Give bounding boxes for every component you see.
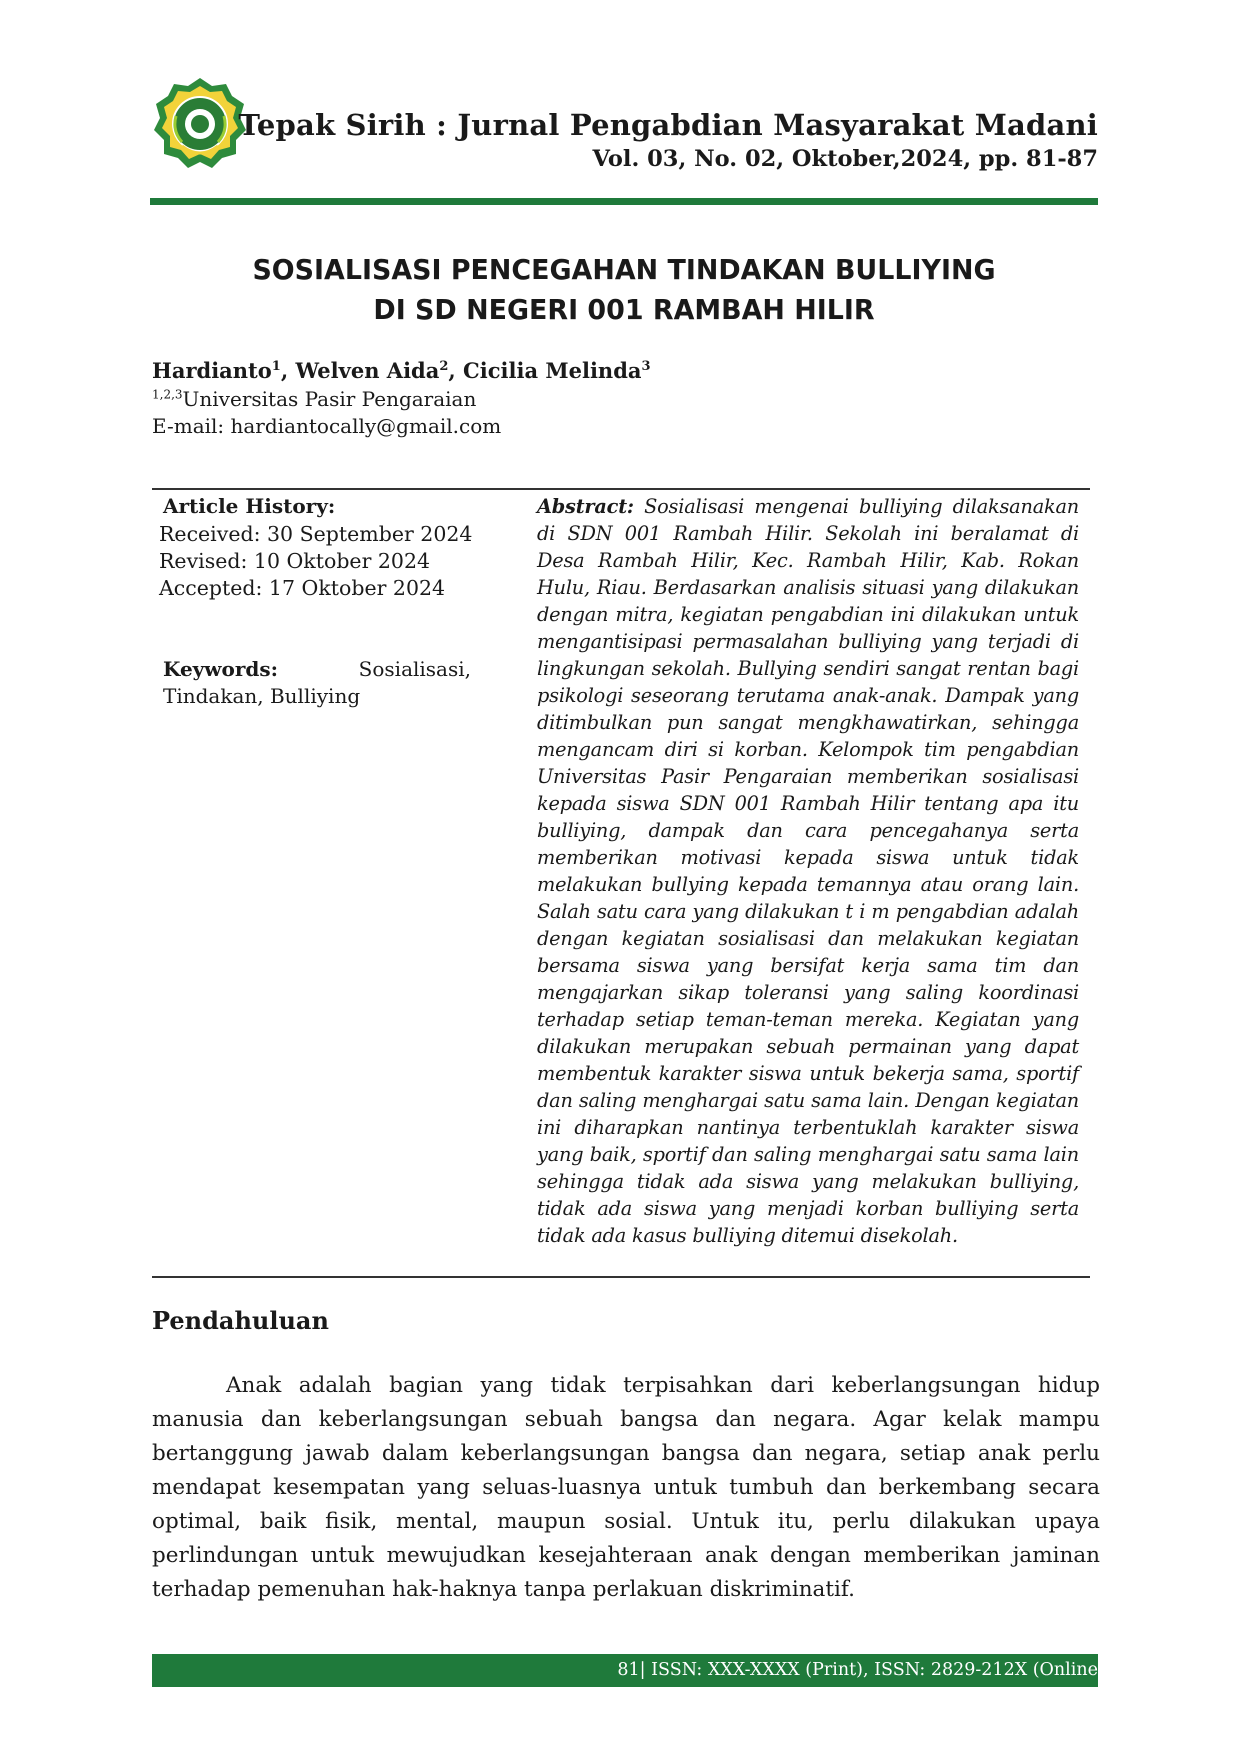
affiliation-name: Universitas Pasir Pengaraian — [182, 387, 477, 411]
keywords-rest: Tindakan, Bulliying — [163, 684, 361, 708]
author-2-sup: 2 — [439, 359, 449, 374]
article-history-label: Article History: — [163, 494, 336, 518]
affiliation-sup: 1,2,3 — [152, 387, 183, 402]
info-top-rule — [152, 488, 1090, 490]
article-title — [169, 250, 1079, 330]
affiliation — [152, 387, 476, 411]
author-3-sup: 3 — [641, 359, 651, 374]
author-email: E-mail: hardiantocally@gmail.com — [152, 414, 502, 438]
abstract — [537, 493, 1079, 1249]
keywords-block — [163, 656, 471, 710]
section-heading: Pendahuluan — [152, 1306, 329, 1335]
author-separator: , — [280, 358, 296, 383]
info-bottom-rule — [152, 1276, 1090, 1278]
page-footer: 81| ISSN: XXX-XXXX (Print), ISSN: 2829-212X (Online — [152, 1654, 1098, 1687]
journal-volume-info: Vol. 03, No. 02, Oktober,2024, pp. 81-87 — [592, 146, 1098, 172]
author-1: Hardianto — [152, 358, 272, 383]
keywords-label: Keywords: — [163, 657, 279, 681]
author-list — [152, 358, 651, 383]
abstract-text: Sosialisasi mengenai bulliying dilaksanakan di SDN 001 Rambah Hilir. Sekolah ini beralamat di Desa Rambah Hilir, Kec. Rambah Hilir, Kab. Rokan Hulu, Riau. Berdasarkan analisis situasi yang dilakukan dengan mitra, kegiatan pengabdian ini dilakukan untuk mengantisipasi permasalahan bulliying yang terjadi di lingkungan sekolah. Bullying sendiri sangat rentan bagi psikologi seseorang terutama anak-anak. Dampak yang ditimbulkan pun sangat mengkhawatirkan, sehingga mengancam diri si korban. Kelompok tim pengabdian Universitas Pasir Pengaraian memberikan sosialisasi kepada siswa SDN 001 Rambah Hilir tentang apa itu bulliying, dampak dan cara pencegahanya serta memberikan motivasi kepada siswa untuk tidak melakukan bullying kepada temannya atau orang lain. Salah satu cara yang dilakukan t i m pengabdian adalah dengan kegiatan sosialisasi dan melakukan kegiatan bersama siswa yang bersifat kerja sama tim dan mengajarkan sikap toleransi yang saling koordinasi terhadap setiap teman-teman mereka. Kegiatan yang dilakukan merupakan sebuah permainan yang dapat membentuk karakter siswa untuk bekerja sama, sportif dan saling menghargai satu sama lain. Dengan kegiatan ini diharapkan nantinya terbentuklah karakter siswa yang baik, sportif dan saling menghargai satu sama lain sehingga tidak ada siswa yang melakukan bulliying, tidak ada siswa yang menjadi korban bulliying serta tidak ada kasus bulliying ditemui disekolah. — [537, 495, 1079, 1247]
university-emblem-icon — [152, 76, 248, 172]
journal-title: Tepak Sirih : Jurnal Pengabdian Masyarakat Madani — [238, 108, 1098, 142]
accepted-date: Accepted: 17 Oktober 2024 — [159, 576, 446, 600]
intro-paragraph: Anak adalah bagian yang tidak terpisahkan dari keberlangsungan hidup manusia dan keberlangsungan sebuah bangsa dan negara. Agar kelak mampu bertanggung jawab dalam keberlangsungan bangsa dan negara, setiap anak perlu mendapat kesempatan yang seluas-luasnya untuk tumbuh dan berkembang secara optimal, baik fisik, mental, maupun sosial. Untuk itu, perlu dilakukan upaya perlindungan untuk mewujudkan kesejahteraan anak dengan memberikan jaminan terhadap pemenuhan hak-haknya tanpa perlakuan diskriminatif. — [152, 1373, 1100, 1602]
author-3: Cicilia Melinda — [463, 358, 642, 383]
author-1-sup: 1 — [271, 359, 281, 374]
header-divider — [150, 198, 1098, 205]
article-title-line-1: SOSIALISASI PENCEGAHAN TINDAKAN BULLIYING — [252, 253, 996, 286]
revised-date: Revised: 10 Oktober 2024 — [159, 549, 431, 573]
received-date: Received: 30 September 2024 — [159, 522, 473, 546]
author-separator: , — [448, 358, 464, 383]
keyword-first: Sosialisasi, — [358, 657, 471, 681]
author-2: Welven Aida — [295, 358, 440, 383]
article-title-line-2: DI SD NEGERI 001 RAMBAH HILIR — [373, 293, 875, 326]
abstract-label: Abstract: — [537, 495, 634, 518]
